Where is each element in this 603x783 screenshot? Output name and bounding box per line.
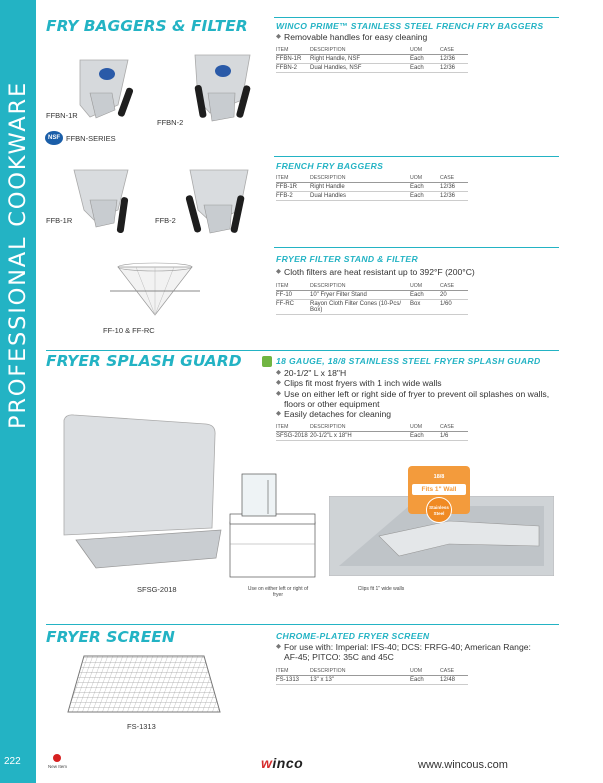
cell-uom: Each — [410, 55, 440, 64]
col-header-description: DESCRIPTION — [310, 283, 410, 291]
spec-table-fryer-screen — [276, 668, 468, 685]
caption-ff-10-ff-rc: FF-10 & FF-RC — [103, 326, 155, 335]
ffb-2-scoop-image — [185, 170, 248, 233]
bullet-list-splash-guard — [276, 368, 556, 419]
spec-table-splash-guard — [276, 424, 468, 441]
product-title-filter-stand: FRYER FILTER STAND & FILTER — [276, 254, 419, 264]
caption-ffb-1r: FFB-1R — [46, 216, 73, 225]
product-title-splash-guard: 18 GAUGE, 18/8 STAINLESS STEEL FRYER SPLASH GUARD — [276, 356, 541, 366]
bullet-list-filter-stand — [276, 267, 475, 277]
table-row — [276, 64, 468, 73]
section-rule — [274, 156, 559, 157]
cell-description: Right Handle — [310, 183, 410, 192]
table-header-row — [276, 668, 468, 676]
cell-item: FF-RC — [276, 300, 310, 315]
cell-item: FFBN-2 — [276, 64, 310, 73]
spec-table-french-fry-baggers — [276, 175, 468, 201]
cell-case: 20 — [440, 291, 468, 300]
table-header-row — [276, 424, 468, 432]
caption-ffb-2: FFB-2 — [155, 216, 176, 225]
section-heading-splash-guard: FRYER SPLASH GUARD — [46, 352, 242, 370]
bullet-item: ◆ For use with: Imperial: IFS-40; DCS: FRFG-40; American Range: AF-45; PITCO: 35C and 45C — [276, 642, 541, 663]
cell-description: Rayon Cloth Filter Cones (10-Pcs/ Box) — [310, 300, 410, 315]
fryer-screen-image — [64, 652, 224, 718]
winco-logo — [261, 755, 303, 771]
bullet-item: ◆ Use on either left or right side of fryer to prevent oil splashes on walls, floors or other equipment — [276, 389, 556, 410]
cell-uom: Each — [410, 64, 440, 73]
product-title-fryer-screen: CHROME-PLATED FRYER SCREEN — [276, 631, 430, 641]
col-header-uom: UOM — [410, 424, 440, 432]
badge-fits-wall-text: Fits 1" Wall — [412, 484, 466, 495]
col-header-description: DESCRIPTION — [310, 668, 410, 676]
col-header-item: ITEM — [276, 424, 310, 432]
col-header-item: ITEM — [276, 668, 310, 676]
cell-case: 12/48 — [440, 676, 468, 685]
caption-fs-1313: FS-1313 — [127, 722, 156, 731]
bullet-item: ◆ Cloth filters are heat resistant up to 392°F (200°C) — [276, 267, 475, 277]
table-row — [276, 291, 468, 300]
bullet-item: ◆ Clips fit most fryers with 1 inch wide walls — [276, 378, 556, 388]
cell-case: 1/6 — [440, 432, 468, 441]
col-header-case: CASE — [440, 47, 468, 55]
cell-item: FFBN-1R — [276, 55, 310, 64]
table-header-row — [276, 283, 468, 291]
cell-item: FS-1313 — [276, 676, 310, 685]
recycle-icon — [262, 356, 272, 367]
col-header-case: CASE — [440, 283, 468, 291]
cell-description: 13" x 13" — [310, 676, 410, 685]
cell-item: SFSG-2018 — [276, 432, 310, 441]
product-title-winco-prime-baggers: WINCO PRIME™ STAINLESS STEEL FRENCH FRY BAGGERS — [276, 21, 544, 31]
col-header-description: DESCRIPTION — [310, 175, 410, 183]
col-header-uom: UOM — [410, 175, 440, 183]
badge-stainless-seal: Stainless Steel — [426, 497, 452, 523]
col-header-description: DESCRIPTION — [310, 424, 410, 432]
sidebar — [0, 0, 36, 783]
table-row — [276, 183, 468, 192]
cell-description: Dual Handles — [310, 192, 410, 201]
cell-uom: Each — [410, 183, 440, 192]
bullet-item: ◆ Removable handles for easy cleaning — [276, 32, 427, 42]
section-rule — [274, 247, 559, 248]
new-item-dot-icon — [53, 754, 61, 762]
badge-steel-grade: 18/8 — [433, 474, 445, 480]
bullet-item: ◆ 20-1/2" L x 18"H — [276, 368, 556, 378]
cell-case: 1/60 — [440, 300, 468, 315]
cell-item: FFB-2 — [276, 192, 310, 201]
cell-description: 10" Fryer Filter Stand — [310, 291, 410, 300]
cell-uom: Each — [410, 192, 440, 201]
table-header-row — [276, 47, 468, 55]
cell-uom: Each — [410, 432, 440, 441]
caption-ffbn-1r: FFBN-1R — [46, 111, 78, 120]
fryer-diagram-image — [228, 470, 323, 582]
caption-either-side: Use on either left or right of fryer — [247, 586, 309, 598]
splash-guard-image — [56, 410, 226, 575]
table-row — [276, 55, 468, 64]
cell-description: 20-1/2"L x 18"H — [310, 432, 410, 441]
cell-case: 12/36 — [440, 192, 468, 201]
ffbn-1r-scoop-image — [80, 60, 134, 118]
ffbn-2-scoop-image — [194, 55, 251, 121]
cell-case: 12/36 — [440, 183, 468, 192]
caption-sfsg-2018: SFSG-2018 — [137, 585, 177, 594]
col-header-item: ITEM — [276, 175, 310, 183]
section-heading-fry-baggers: FRY BAGGERS & FILTER — [46, 17, 248, 35]
cell-uom: Each — [410, 291, 440, 300]
filter-stand-image — [110, 257, 200, 322]
badge-fits-1-wall — [408, 466, 470, 514]
logo-w: w — [261, 755, 273, 771]
table-row — [276, 432, 468, 441]
col-header-case: CASE — [440, 175, 468, 183]
sidebar-category-label: PROFESSIONAL COOKWARE — [5, 80, 31, 430]
nsf-logo: NSF — [45, 131, 63, 145]
col-header-item: ITEM — [276, 283, 310, 291]
section-rule — [274, 17, 559, 18]
col-header-uom: UOM — [410, 668, 440, 676]
page-number: 222 — [4, 756, 21, 767]
cell-case: 12/36 — [440, 55, 468, 64]
bullet-list-fryer-screen — [276, 642, 541, 663]
new-item-label: New Item — [48, 764, 68, 769]
cell-description: Right Handle, NSF — [310, 55, 410, 64]
section-heading-fryer-screen: FRYER SCREEN — [46, 628, 175, 646]
cell-uom: Box — [410, 300, 440, 315]
col-header-case: CASE — [440, 424, 468, 432]
cell-item: FF-10 — [276, 291, 310, 300]
table-row — [276, 192, 468, 201]
french-fry-bagger-images — [62, 165, 262, 245]
cell-item: FFB-1R — [276, 183, 310, 192]
col-header-case: CASE — [440, 668, 468, 676]
cell-uom: Each — [410, 676, 440, 685]
bullet-item: ◆ Easily detaches for cleaning — [276, 409, 556, 419]
website-link[interactable]: www.wincous.com — [418, 759, 508, 771]
cell-case: 12/36 — [440, 64, 468, 73]
section-rule — [46, 624, 559, 625]
table-row — [276, 300, 468, 315]
col-header-description: DESCRIPTION — [310, 47, 410, 55]
section-rule — [46, 350, 559, 351]
cell-description: Dual Handles, NSF — [310, 64, 410, 73]
ffb-1r-scoop-image — [74, 170, 128, 233]
caption-ffbn-2: FFBN-2 — [157, 118, 184, 127]
col-header-uom: UOM — [410, 283, 440, 291]
table-header-row — [276, 175, 468, 183]
caption-ffbn-series: FFBN-SERIES — [66, 134, 116, 143]
logo-rest: inco — [272, 755, 304, 771]
caption-clips: Clips fit 1" wide walls — [357, 586, 405, 592]
col-header-uom: UOM — [410, 47, 440, 55]
table-row — [276, 676, 468, 685]
spec-table-filter-stand — [276, 283, 468, 315]
spec-table-winco-prime — [276, 47, 468, 73]
product-title-french-fry-baggers: FRENCH FRY BAGGERS — [276, 161, 384, 171]
bullet-list-winco-prime — [276, 32, 427, 42]
col-header-item: ITEM — [276, 47, 310, 55]
